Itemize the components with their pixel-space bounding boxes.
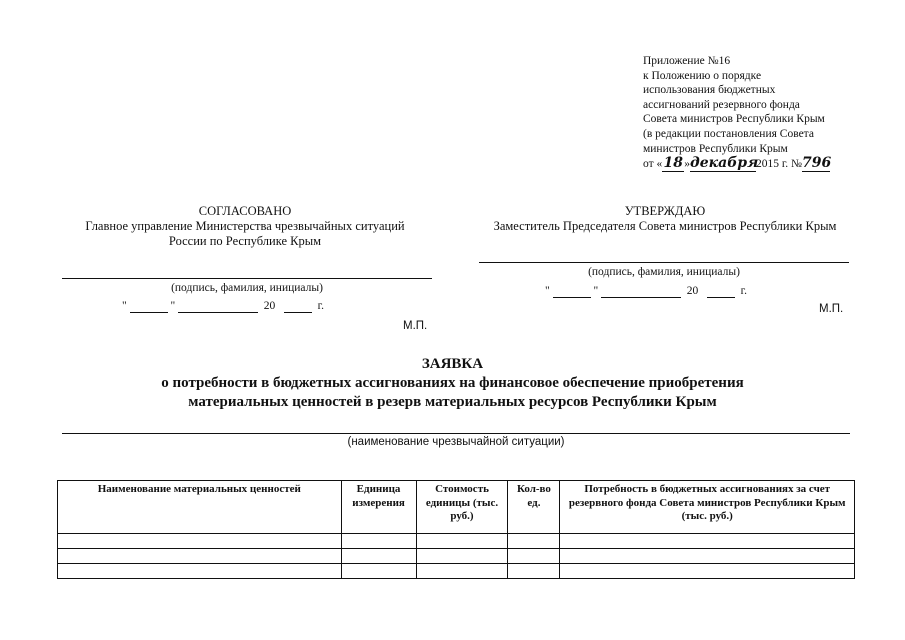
approval-left-block — [60, 204, 430, 249]
appendix-line: к Положению о порядке — [643, 69, 762, 82]
appendix-block — [643, 54, 830, 172]
table-row — [58, 534, 855, 549]
appendix-line: использования бюджетных — [643, 84, 776, 97]
emergency-name-line — [62, 433, 850, 434]
column-header: Кол-во ед. — [508, 481, 560, 534]
table-cell[interactable] — [508, 549, 560, 564]
table-cell[interactable] — [416, 549, 508, 564]
needs-table — [57, 480, 855, 579]
table-cell[interactable] — [560, 549, 855, 564]
table-header-row — [58, 481, 855, 534]
handwritten-number: 796 — [802, 155, 832, 172]
column-header: Стоимость единицы (тыс. руб.) — [416, 481, 508, 534]
document-title — [0, 355, 905, 412]
table-cell[interactable] — [560, 564, 855, 579]
column-header: Наименование материальных ценностей — [58, 481, 342, 534]
appendix-line: министров Республики Крым — [643, 142, 788, 155]
table-row — [58, 549, 855, 564]
approval-right-block — [470, 204, 860, 234]
emergency-name-label: (наименование чрезвычайной ситуации) — [347, 436, 565, 448]
title-line: о потребности в бюджетных ассигнованиях на финансовое обеспечение приобретения — [161, 375, 744, 391]
date-blank-line: " " 20 г. — [545, 285, 747, 297]
table-row — [58, 564, 855, 579]
signature-line — [62, 278, 432, 279]
approval-heading: УТВЕРЖДАЮ — [624, 204, 706, 218]
table-cell[interactable] — [341, 564, 416, 579]
table-cell[interactable] — [341, 549, 416, 564]
title-main: ЗАЯВКА — [421, 356, 484, 372]
signature-label: (подпись, фамилия, инициалы) — [171, 282, 323, 294]
table-cell[interactable] — [508, 534, 560, 549]
approval-org-line: России по Республике Крым — [168, 234, 322, 248]
column-header: Потребность в бюджетных ассигнованиях за счет резервного фонда Совета министров Республики Крым (тыс. руб.) — [560, 481, 855, 534]
year-blank — [707, 285, 735, 298]
date-year: 2015 г. № — [756, 158, 803, 171]
table-cell[interactable] — [341, 534, 416, 549]
approval-org-line: Главное управление Министерства чрезвычайных ситуаций — [85, 219, 405, 233]
date-sep: » — [684, 158, 690, 171]
signature-line — [479, 262, 849, 263]
approval-heading: СОГЛАСОВАНО — [198, 204, 292, 218]
stamp-placeholder: М.П. — [819, 303, 844, 315]
day-blank — [130, 300, 168, 313]
table-cell[interactable] — [58, 534, 342, 549]
month-blank — [178, 300, 258, 313]
title-line: материальных ценностей в резерв материальных ресурсов Республики Крым — [188, 394, 717, 410]
date-prefix: от « — [643, 158, 663, 171]
table-cell[interactable] — [58, 564, 342, 579]
table-cell[interactable] — [58, 549, 342, 564]
day-blank — [553, 285, 591, 298]
appendix-line: Совета министров Республики Крым — [643, 113, 825, 126]
table-cell[interactable] — [416, 534, 508, 549]
appendix-line: (в редакции постановления Совета — [643, 127, 814, 140]
handwritten-month: декабря — [690, 155, 759, 172]
appendix-line: ассигнований резервного фонда — [643, 98, 800, 111]
year-blank — [284, 300, 312, 313]
appendix-date-line — [643, 156, 830, 172]
stamp-placeholder: М.П. — [403, 320, 428, 332]
month-blank — [601, 285, 681, 298]
signature-label: (подпись, фамилия, инициалы) — [588, 266, 740, 278]
approval-org-line: Заместитель Председателя Совета министров Республики Крым — [493, 219, 837, 233]
handwritten-day: 18 — [663, 155, 683, 172]
table-cell[interactable] — [560, 534, 855, 549]
date-blank-line: " " 20 г. — [122, 300, 324, 312]
table-cell[interactable] — [508, 564, 560, 579]
appendix-line: Приложение №16 — [643, 55, 731, 67]
column-header: Единица измерения — [341, 481, 416, 534]
table-cell[interactable] — [416, 564, 508, 579]
